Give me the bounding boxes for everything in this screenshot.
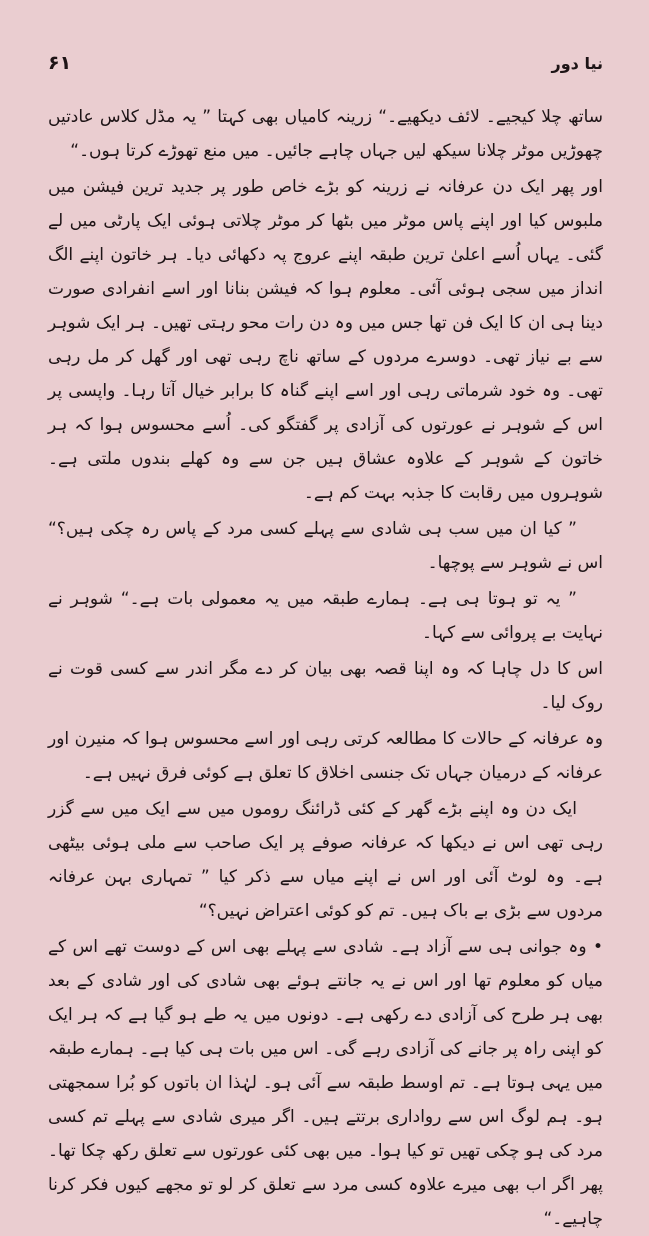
paragraph: ” یہ تو ہوتا ہی ہے۔ ہمارے طبقہ میں یہ معمولی بات ہے۔“ شوہر نے نہایت بے پروائی سے کہا۔ <box>48 589 603 643</box>
paragraph: اور پھر ایک دن عرفانہ نے زرینہ کو بڑے خاص طور پر جدید ترین فیشن میں ملبوس کیا اور اپنے پاس موٹر میں بٹھا کر موٹر چلاتی ہوئی ایک پارٹی میں لے گئی۔ یہاں اُسے اعلیٰ ترین طبقہ اپنے عروج پہ دکھائی دیا۔ ہر خاتون اپنے الگ انداز میں سجی ہوئی آئی۔ معلوم ہوا کہ فیشن بنانا اور اسے انفرادی صورت دینا ہی ان کا ایک فن تھا جس میں وہ دن رات محو رہتی تھیں۔ ہر ایک شوہر سے بے نیاز تھی۔ دوسرے مردوں کے ساتھ ناچ رہی تھی اور گھل کر مل رہی تھی۔ وہ خود شرماتی رہی اور اسے اپنے گناہ کا برابر خیال آتا رہا۔ واپسی پر اس کے شوہر نے عورتوں کی آزادی پر گفتگو کی۔ اُسے محسوس ہوا کہ ہر خاتون کے شوہر کے علاوہ عشاق ہیں جن سے وہ کھلے بندوں ملتی ہے۔ شوہروں میں رقابت کا جذبہ بہت کم ہے۔ <box>48 177 603 503</box>
paragraph: ” کیا ان میں سب ہی شادی سے پہلے کسی مرد کے پاس رہ چکی ہیں؟“ اس نے شوہر سے پوچھا۔ <box>48 519 603 573</box>
page-body <box>48 100 603 1236</box>
paragraph: اس کا دل چاہا کہ وہ اپنا قصہ بھی بیان کر دے مگر اندر سے کسی قوت نے روک لیا۔ <box>48 659 603 713</box>
page-number: ۶۱ <box>48 52 72 74</box>
paragraph: ایک دن وہ اپنے بڑے گھر کے کئی ڈرائنگ روموں میں سے ایک میں سے گزر رہی تھی اس نے دیکھا کہ عرفانہ صوفے پر ایک صاحب سے ملی ہوئی بیٹھی ہے۔ وہ لوٹ آئی اور اس نے اپنے میاں سے ذکر کیا ” تمہاری بہن عرفانہ مردوں سے بڑی بے باک ہیں۔ تم کو کوئی اعتراض نہیں؟“ <box>48 799 603 921</box>
paragraph: • وہ جوانی ہی سے آزاد ہے۔ شادی سے پہلے بھی اس کے دوست تھے اس کے میاں کو معلوم تھا اور اس نے یہ جانتے ہوئے بھی شادی کی اور شادی کے بعد بھی ہر طرح کی آزادی دے رکھی ہے۔ دونوں میں یہ طے ہو گیا ہے کہ ہر ایک کو اپنی راہ پر جانے کی آزادی رہے گی۔ اس میں بات ہی کیا ہے۔ ہمارے طبقہ میں یہی ہوتا ہے۔ تم اوسط طبقہ سے آئی ہو۔ لہٰذا ان باتوں کو بُرا سمجھتی ہو۔ ہم لوگ اس سے رواداری برتتے ہیں۔ اگر میری شادی سے پہلے تم کسی مرد کی ہو چکی تھیں تو کیا ہوا۔ میں بھی کئی عورتوں سے تعلق رکھ چکا تھا۔ پھر اگر اب بھی میرے علاوہ کسی مرد سے تعلق کر لو تو مجھے کیوں فکر کرنا چاہیے۔“ <box>48 937 603 1229</box>
paragraph: وہ عرفانہ کے حالات کا مطالعہ کرتی رہی اور اسے محسوس ہوا کہ منیرن اور عرفانہ کے درمیان جہاں تک جنسی اخلاق کا تعلق ہے کوئی فرق نہیں ہے۔ <box>48 729 603 783</box>
running-head: نیا دور <box>551 54 603 73</box>
paragraph: ساتھ چلا کیجیے۔ لائف دیکھیے۔“ زرینہ کامیاں بھی کہتا ” یہ مڈل کلاس عادتیں چھوڑیں موٹر چلانا سیکھ لیں جہاں چاہے جائیں۔ میں منع تھوڑے کرتا ہوں۔“ <box>48 107 603 161</box>
page-header <box>48 52 603 86</box>
